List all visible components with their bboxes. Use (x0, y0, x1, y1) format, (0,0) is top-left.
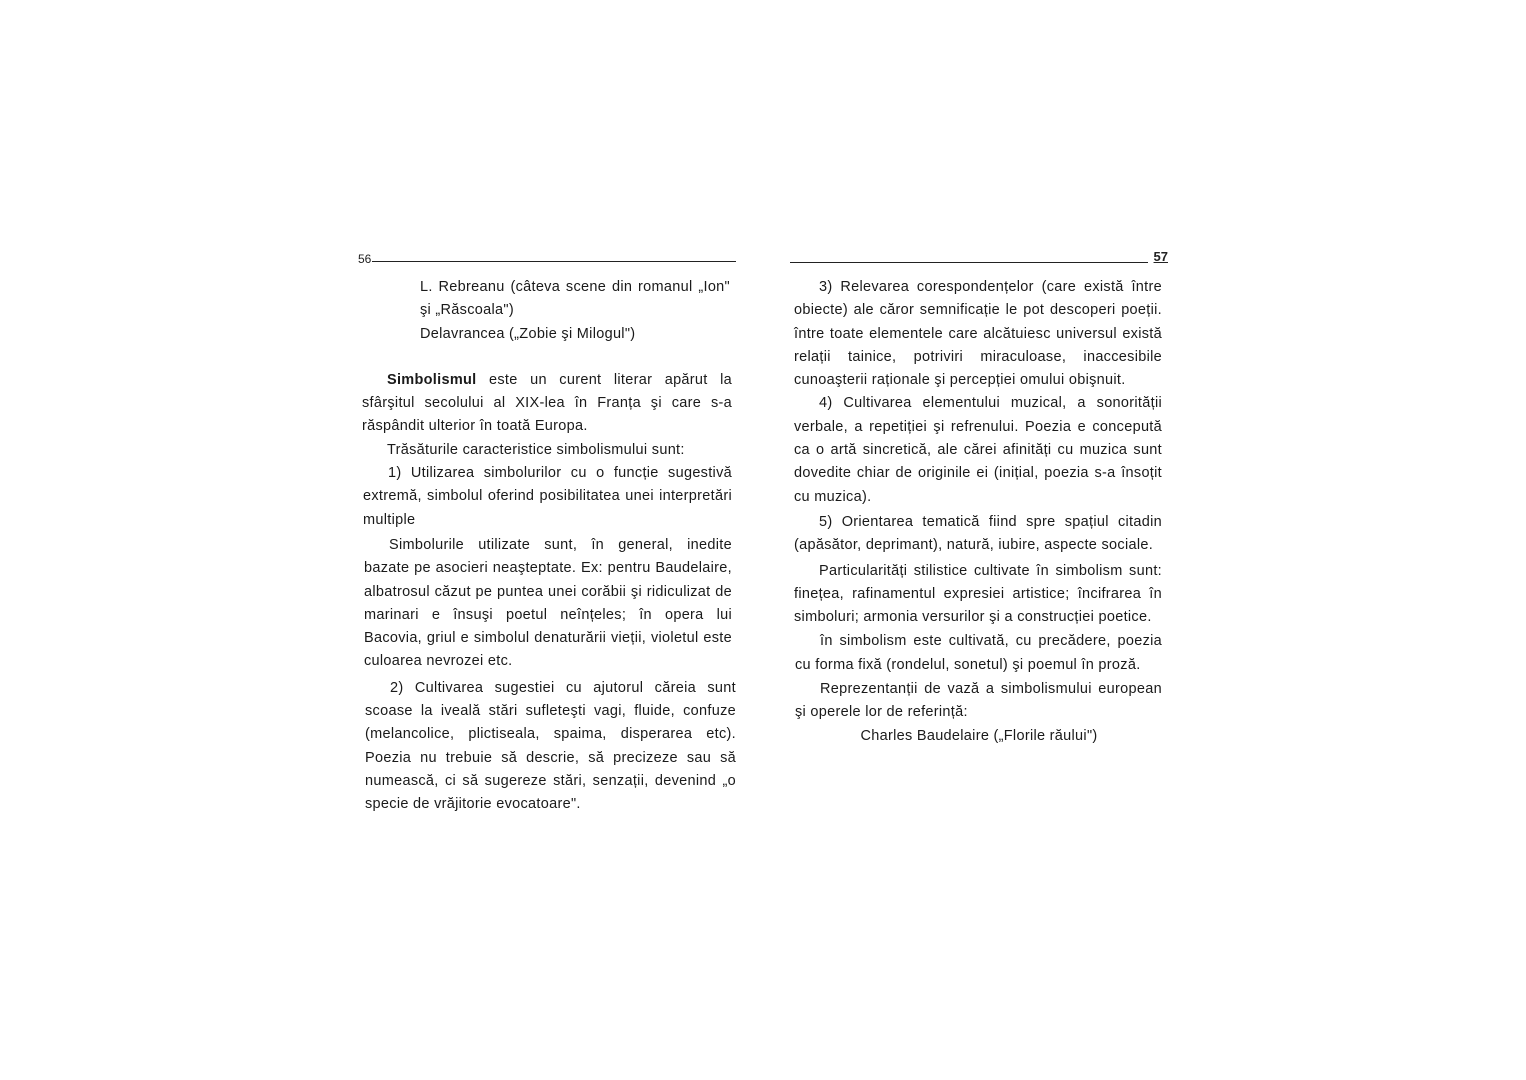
trait-1: 1) Utilizarea simbolurilor cu o funcție sugestivă extremă, simbolul oferind posibilitatea unei interpretări multiple (363, 465, 732, 528)
page-number: 56 (358, 252, 372, 266)
intro-text: este un curent literar apărut la sfârşitul secolului al XIX-lea în Franța şi care s-a răspândit ulterior în toată Europa. (362, 371, 732, 435)
author-entry-delavrancea: Delavrancea („Zobie şi Milogul") (420, 325, 636, 342)
representative-baudelaire: Charles Baudelaire („Florile răului") (860, 727, 1098, 744)
symbols-paragraph: Simbolurile utilizate sunt, în general, inedite bazate pe asocieri neaşteptate. Ex: pentru Baudelaire, albatrosul căzut pe puntea unei corăbii şi ridiculizat de marinari e însuşi poetul neînțeles; în opera lui Bacovia, griul e simbolul denaturării vieții, violetul este culoarea nevrozei etc. (364, 536, 732, 670)
header-rule (372, 261, 736, 262)
representatives-paragraph: Reprezentanții de vază a simbolismului european şi operele lor de referință: (795, 681, 1162, 721)
traits-heading: Trăsăturile caracteristice simbolismului sunt: (387, 441, 685, 458)
author-entry-rebreanu: L. Rebreanu (câteva scene din romanul „Ion" şi „Răscoala") (420, 279, 730, 319)
trait-4: 4) Cultivarea elementului muzical, a sonorității verbale, a repetiției şi refrenului. Poezia e concepută ca o artă sincretică, ale cărei afinități cu muzica sunt dovedite chiar de originile ei (inițial, poezia s-a însoțit cu muzica). (794, 395, 1162, 505)
header-rule (790, 262, 1148, 263)
term-bold: Simbolismul (387, 371, 477, 388)
right-page (790, 250, 1168, 748)
left-page-header (358, 250, 736, 266)
right-page-header (790, 250, 1168, 266)
trait-2: 2) Cultivarea sugestiei cu ajutorul căreia sunt scoase la iveală stări sufleteşti vagi, fluide, confuze (melancolice, plictiseala, spaima, disperarea etc). Poezia nu trebuie să descrie, să precizeze sau să numească, ci să sugereze stări, senzații, devenind „o specie de vrăjitorie evocatoare". (365, 679, 736, 813)
forms-paragraph: în simbolism este cultivată, cu precădere, poezia cu forma fixă (rondelul, sonetul) şi poemul în proză. (795, 633, 1162, 673)
stylistic-paragraph: Particularități stilistice cultivate în simbolism sunt: finețea, rafinamentul expresiei artistice; încifrarea în simboluri; armonia versurilor şi a construcției poetice. (794, 562, 1162, 626)
trait-3: 3) Relevarea corespondențelor (care există între obiecte) ale căror semnificație le pot descoperi poeții. între toate elementele care alcătuiesc universul există relații tainice, potriviri miraculoase, inaccesibile cunoaşterii raționale şi percepției omului obişnuit. (794, 279, 1162, 389)
trait-5: 5) Orientarea tematică fiind spre spațiul citadin (apăsător, deprimant), natură, iubire, aspecte sociale. (794, 513, 1162, 554)
page-number: 57 (1153, 249, 1168, 264)
left-page (358, 250, 736, 817)
intro-paragraph (358, 369, 736, 439)
